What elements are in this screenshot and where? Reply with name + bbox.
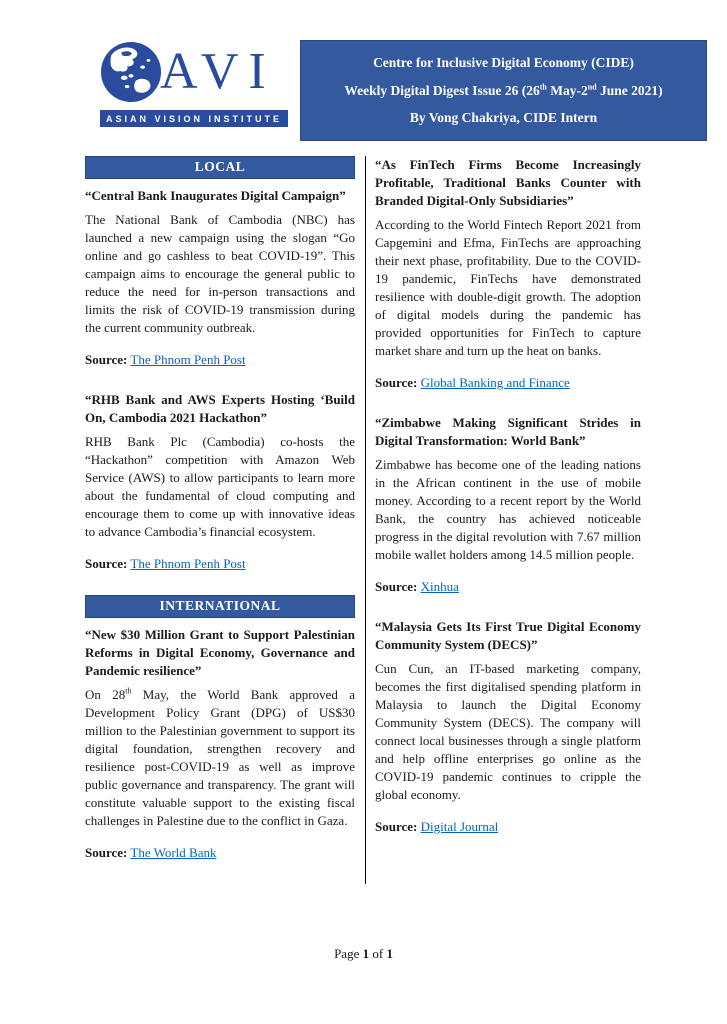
article-headline: “As FinTech Firms Become Increasingly Profitable, Traditional Banks Counter with Branded Digital-Only Subsidiaries” [375,157,641,208]
article-headline: “Zimbabwe Making Significant Strides in Digital Transformation: World Bank” [375,415,641,448]
source-link[interactable]: Xinhua [420,579,459,594]
banner-line1: Centre for Inclusive Digital Economy (CIDE) [373,54,634,70]
source-link[interactable]: The Phnom Penh Post [130,556,246,571]
article-body: The National Bank of Cambodia (NBC) has launched a new campaign using the slogan “Go online and go cashless to beat COVID-19”. This campaign aims to encourage the general public to reduce the need for in-person transactions and limits the risk of COVID-19 transmission during the current community outbreak. [85,212,355,335]
document-header [100,40,707,141]
banner-line3: By Vong Chakriya, CIDE Intern [409,110,598,126]
source-link[interactable]: Global Banking and Finance [420,375,570,390]
source-line [85,351,355,369]
source-link[interactable]: The Phnom Penh Post [130,352,246,367]
article-headline: “Malaysia Gets Its First True Digital Economy Community System (DECS)” [375,619,641,652]
source-label: Source: [375,819,418,834]
article-headline: “Central Bank Inaugurates Digital Campaign” [85,188,346,203]
source-line [375,374,641,392]
article-malaysia-decs [375,618,641,836]
page-number: Page 1 of 1 [334,946,393,961]
banner-line2: Weekly Digital Digest Issue 26 (26th May-2nd June 2021) [344,82,663,98]
logo-acronym: AVI [160,43,276,100]
article-body: Zimbabwe has become one of the leading nations in the African continent in the use of mobile money. According to a recent report by the World Bank, the country has achieved noticeable progress in the digital revolution with 7.67 million mobile wallet holders among 14.5 million people. [375,457,641,562]
source-line [85,555,355,573]
source-label: Source: [85,352,128,367]
masthead-banner [300,40,707,141]
source-line [85,844,355,862]
source-link[interactable]: Digital Journal [420,819,499,834]
section-header-local: LOCAL [85,156,355,179]
article-body: According to the World Fintech Report 2021 from Capgemini and Efma, FinTechs are approaching their next phase, profitability. Due to the COVID-19 pandemic, FinTechs have demonstrated resilience with double-digit growth. The adoption of digital models during the pandemic has provided opportunities for FinTech to capture market share and turn up the heat on banks. [375,217,641,358]
avi-logo [100,40,288,127]
article-fintech-banks [375,156,641,392]
source-link[interactable]: The World Bank [130,845,217,860]
article-zimbabwe [375,414,641,596]
source-line [375,578,641,596]
logo-tagline: ASIAN VISION INSTITUTE [100,110,288,127]
source-label: Source: [375,579,418,594]
source-label: Source: [85,845,128,860]
left-column [85,156,355,884]
source-label: Source: [85,556,128,571]
globe-icon [100,41,162,103]
article-body: RHB Bank Plc (Cambodia) co-hosts the “Hackathon” competition with Amazon Web Service (AWS) to allow participants to learn more about the fundamental of cloud computing and encourage them to come up with innovative ideas to advance Cambodia’s financial ecosystem. [85,434,355,539]
article-headline: “New $30 Million Grant to Support Palestinian Reforms in Digital Economy, Governance and Pandemic resilience” [85,627,355,678]
content-columns [85,156,727,884]
article-rhb-aws [85,391,355,573]
article-headline: “RHB Bank and AWS Experts Hosting ‘Build On, Cambodia 2021 Hackathon” [85,392,355,425]
source-line [375,818,641,836]
source-label: Source: [375,375,418,390]
column-divider [365,156,366,884]
article-palestinian-grant [85,626,355,862]
article-body: Cun Cun, an IT-based marketing company, becomes the first digitalised spending platform in Malaysia to launch the Digital Economy Community System (DECS). The company will connect local businesses through a single platform and help offline enterprises go online as the COVID-19 pandemic continues to cripple the global economy. [375,661,641,802]
right-column [375,156,641,884]
article-body: On 28th May, the World Bank approved a Development Policy Grant (DPG) of US$30 million to the Palestinian government to support its digital foundation, strengthen recovery and resilience post-COVID-19 as well as improve public governance and transparency. The grant will constitute valuable support to the existing fiscal challenges in Palestine due to the conflict in Gaza. [85,686,356,828]
section-header-international: INTERNATIONAL [85,595,355,618]
article-central-bank [85,187,355,369]
